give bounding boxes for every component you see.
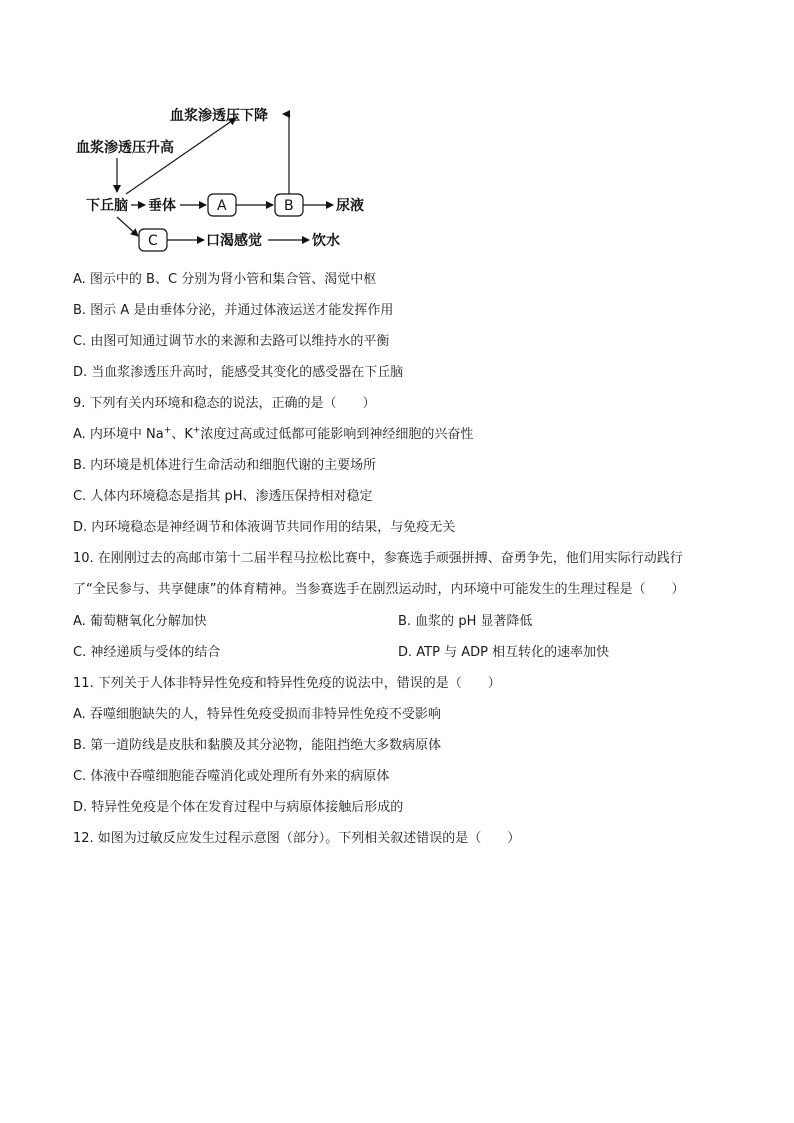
q9-option-a xyxy=(73,425,473,445)
q10-stem-line1: 10. 在刚刚过去的高邮市第十二届半程马拉松比赛中，参赛选手顽强拼搏、奋勇争先，他们用实际行动践行 xyxy=(73,551,683,566)
node-hypothalamus: 下丘脑 xyxy=(86,198,128,214)
node-pituitary: 垂体 xyxy=(148,198,176,214)
q11-option-b: B. 第一道防线是皮肤和黏膜及其分泌物，能阻挡绝大多数病原体 xyxy=(73,738,442,753)
arrow-hypothalamus-to-c xyxy=(117,217,138,236)
q9-option-d: D. 内环境稳态是神经调节和体液调节共同作用的结果，与免疫无关 xyxy=(73,520,456,535)
box-b-label: B xyxy=(284,198,294,214)
q12-stem: 12. 如图为过敏反应发生过程示意图（部分）。下列相关叙述错误的是（ ） xyxy=(73,831,521,846)
q9-option-b: B. 内环境是机体进行生命活动和细胞代谢的主要场所 xyxy=(73,458,377,473)
q9-option-a-mid: 、K xyxy=(171,427,193,442)
q10-option-b: B. 血浆的 pH 显著降低 xyxy=(398,614,533,629)
q9-option-c: C. 人体内环境稳态是指其 pH、渗透压保持相对稳定 xyxy=(73,489,373,504)
potassium-charge: + xyxy=(192,425,201,436)
q11-option-c: C. 体液中吞噬细胞能吞噬消化或处理所有外来的病原体 xyxy=(73,769,390,784)
node-plasma-osmotic-up: 血浆渗透压升高 xyxy=(76,140,174,156)
q10-option-a: A. 葡萄糖氧化分解加快 xyxy=(73,614,207,629)
node-plasma-osmotic-down: 血浆渗透压下降 xyxy=(170,108,268,124)
arrow-hypothalamus-to-down xyxy=(126,118,236,194)
q8-option-b: B. 图示 A 是由垂体分泌，并通过体液运送才能发挥作用 xyxy=(73,303,394,318)
q11-stem: 11. 下列关于人体非特异性免疫和特异性免疫的说法中，错误的是（ ） xyxy=(73,676,501,691)
q9-stem: 9. 下列有关内环境和稳态的说法，正确的是（ ） xyxy=(73,396,376,411)
q11-option-a: A. 吞噬细胞缺失的人，特异性免疫受损而非特异性免疫不受影响 xyxy=(73,707,441,722)
node-urine: 尿液 xyxy=(336,198,364,214)
q9-option-a-prefix: A. 内环境中 Na xyxy=(73,427,164,442)
arrow-b-to-down xyxy=(283,114,289,194)
q10-option-c: C. 神经递质与受体的结合 xyxy=(73,645,221,660)
node-thirst: 口渴感觉 xyxy=(206,233,262,249)
node-drink: 饮水 xyxy=(312,233,340,249)
q11-option-d: D. 特异性免疫是个体在发育过程中与病原体接触后形成的 xyxy=(73,800,404,815)
q9-option-a-suffix: 浓度过高或过低都可能影响到神经细胞的兴奋性 xyxy=(200,427,474,442)
water-balance-diagram xyxy=(0,0,794,260)
q8-option-d: D. 当血浆渗透压升高时，能感受其变化的感受器在下丘脑 xyxy=(73,365,404,380)
q10-stem-line2: 了“全民参与、共享健康”的体育精神。当参赛选手在剧烈运动时，内环境中可能发生的生理过程是（ ） xyxy=(73,582,685,597)
q8-option-a: A. 图示中的 B、C 分别为肾小管和集合管、渴觉中枢 xyxy=(73,272,377,287)
sodium-charge: + xyxy=(163,425,172,436)
box-c-label: C xyxy=(148,233,158,249)
q8-option-c: C. 由图可知通过调节水的来源和去路可以维持水的平衡 xyxy=(73,334,390,349)
box-a-label: A xyxy=(217,198,227,214)
q10-option-d: D. ATP 与 ADP 相互转化的速率加快 xyxy=(398,645,610,660)
